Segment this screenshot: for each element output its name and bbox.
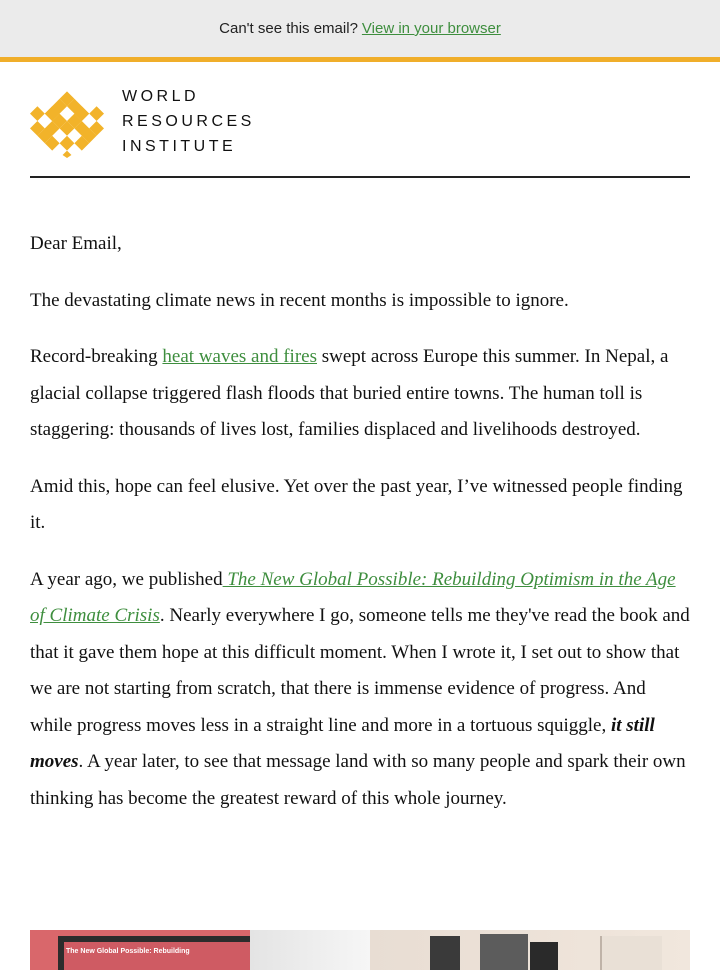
doorway	[600, 936, 662, 970]
paragraph-4-before: A year ago, we published	[30, 568, 223, 590]
paragraph-2-before: Record-breaking	[30, 346, 163, 367]
hero-image-middle-panel	[250, 930, 370, 970]
paragraph-4	[30, 562, 690, 818]
paragraph-3: Amid this, hope can feel elusive. Yet over the past year, I’ve witnessed people finding it.	[30, 475, 683, 533]
paragraph-4-after: . A year later, to see that message land with so many people and spark their own thinking has become the greatest reward of this whole journey.	[30, 751, 686, 809]
paragraph-2	[30, 339, 690, 449]
preheader-text: Can't see this email?	[219, 20, 358, 37]
paragraph-1: The devastating climate news in recent months is impossible to ignore.	[30, 289, 569, 311]
greeting: Dear Email,	[30, 233, 122, 254]
hero-image[interactable]	[30, 930, 690, 970]
audience-silhouette	[530, 942, 558, 970]
paragraph-4-middle: . Nearly everywhere I go, someone tells me they've read the book and that it gave them hope at this difficult moment. When I wrote it, I set out to show that we are not starting from scratch, that there is immense evidence of progress. And while progress moves less in a straight line and more in a tortuous squiggle,	[30, 605, 690, 736]
wordmark-line-1: WORLD	[122, 87, 200, 105]
email-header	[30, 62, 690, 178]
emphasis-text: it still moves	[30, 714, 655, 772]
hero-image-caption: The New Global Possible: Rebuilding	[66, 948, 190, 955]
audience-silhouette	[430, 936, 460, 970]
view-in-browser-link[interactable]: View in your browser	[361, 20, 501, 37]
audience-silhouette	[480, 934, 528, 970]
hero-image-right-panel	[370, 930, 690, 970]
book-title-link[interactable]: The New Global Possible: Rebuilding Optimism in the Age of Climate Crisis	[30, 568, 676, 626]
wri-logo-icon	[30, 84, 104, 158]
wordmark-line-3: INSTITUTE	[122, 137, 237, 155]
wri-wordmark	[122, 84, 255, 159]
heat-waves-link[interactable]: heat waves and fires	[162, 346, 317, 367]
preheader-bar	[0, 0, 720, 62]
hero-image-left-panel	[30, 930, 250, 970]
wordmark-line-2: RESOURCES	[122, 112, 255, 130]
paragraph-2-after: swept across Europe this summer. In Nepal, a glacial collapse triggered flash floods that buried entire towns. The human toll is staggering: thousands of lives lost, families displaced and livelihoods destroyed.	[30, 346, 669, 440]
letter-body	[30, 178, 690, 817]
